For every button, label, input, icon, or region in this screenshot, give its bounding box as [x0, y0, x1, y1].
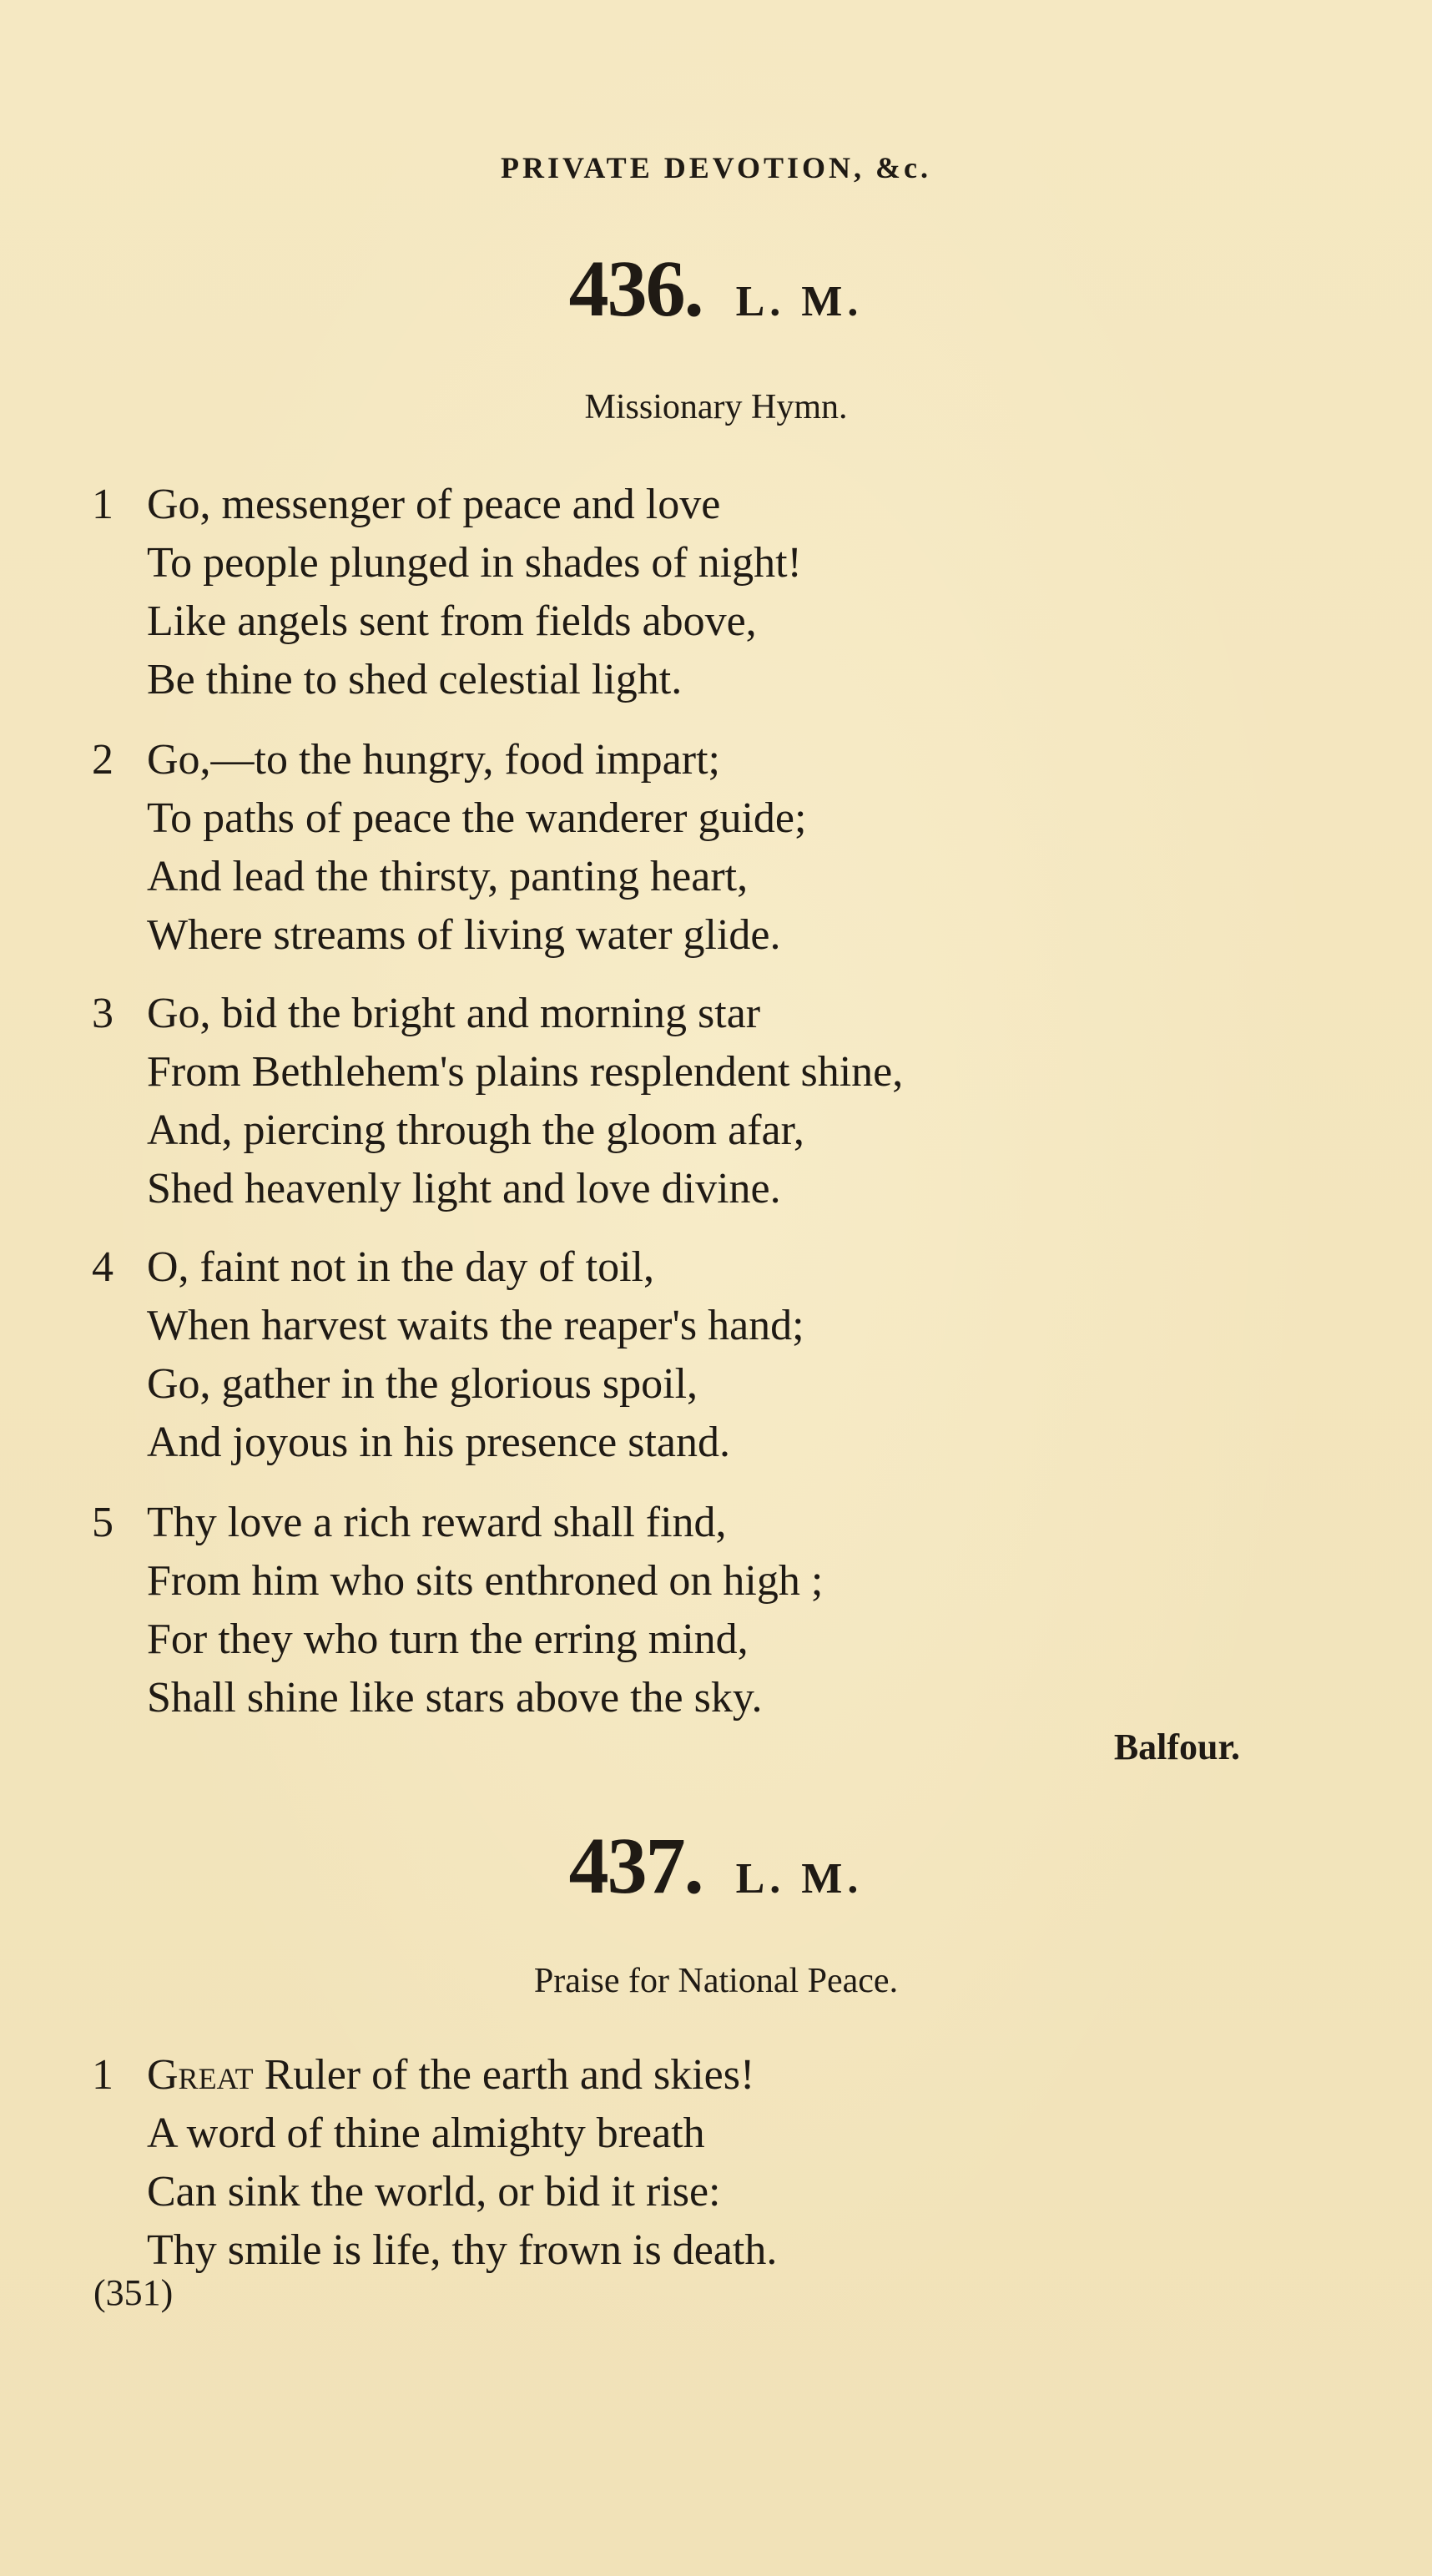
verse-line: [92, 1043, 1177, 1101]
line-text: To paths of peace the wanderer guide;: [147, 794, 807, 842]
verse-line: [92, 592, 1177, 651]
stanza-1: [92, 476, 1177, 709]
line-text: Thy smile is life, thy frown is death.: [147, 2226, 778, 2274]
verse-line: [92, 2046, 1177, 2105]
line-text: Go, bid the bright and morning star: [147, 990, 761, 1037]
running-head: PRIVATE DEVOTION, &c.: [501, 151, 931, 184]
line-text: Go, messenger of peace and love: [147, 481, 721, 528]
line-text: Be thine to shed celestial light.: [147, 656, 683, 703]
verse-number: 1: [92, 2051, 113, 2099]
verse-line: [92, 476, 1177, 534]
line-text: And, piercing through the gloom afar,: [147, 1107, 804, 1154]
hymn-meter: L. M.: [735, 278, 864, 325]
verse-line: [92, 1494, 1177, 1552]
line-text: Where streams of living water glide.: [147, 911, 781, 959]
line-text: Ruler of the earth and skies!: [253, 2051, 755, 2099]
verse-line: [92, 2163, 1177, 2221]
stanza-5: [92, 1494, 1177, 1727]
verse-number: 1: [92, 481, 113, 528]
verse-line: [92, 1552, 1177, 1611]
stanza-2: [92, 731, 1177, 965]
line-text: When harvest waits the reaper's hand;: [147, 1302, 804, 1349]
verse-line: [92, 1101, 1177, 1160]
author-attribution: Balfour.: [1113, 1727, 1240, 1767]
verse-line: [92, 1611, 1177, 1669]
line-text: From Bethlehem's plains resplendent shine,: [147, 1048, 904, 1096]
verse-line: [92, 651, 1177, 709]
verse-line: [92, 1669, 1177, 1727]
hymn-title: Missionary Hymn.: [584, 388, 848, 426]
first-word: Great: [147, 2051, 254, 2099]
page-number: (351): [93, 2272, 174, 2313]
line-text: To people plunged in shades of night!: [147, 539, 802, 587]
line-text: Go,—to the hungry, food impart;: [147, 736, 720, 784]
stanza-3: [92, 985, 1177, 1218]
verse-line: [92, 985, 1177, 1043]
line-text: Shed heavenly light and love divine.: [147, 1165, 781, 1212]
line-text: From him who sits enthroned on high ;: [147, 1557, 824, 1605]
verse-line: [92, 534, 1177, 592]
verse-line: [92, 1238, 1177, 1297]
stanza-4: [92, 1238, 1177, 1472]
verse-line: [92, 2221, 1177, 2280]
hymn-number: 436.: [568, 244, 703, 333]
line-text: O, faint not in the day of toil,: [147, 1243, 655, 1291]
hymn-title: Praise for National Peace.: [533, 1962, 899, 2000]
verse-number: 3: [92, 990, 113, 1037]
hymn-437-heading: [0, 1819, 1432, 1912]
verse-line: [92, 848, 1177, 906]
hymn-meter: L. M.: [735, 1855, 864, 1903]
verse-line: [92, 1355, 1177, 1414]
stanza-1: [92, 2046, 1177, 2280]
line-text: Shall shine like stars above the sky.: [147, 1674, 763, 1722]
line-text: Thy love a rich reward shall find,: [147, 1499, 727, 1546]
verse-line: [92, 731, 1177, 789]
line-text: And lead the thirsty, panting heart,: [147, 853, 749, 900]
line-text: Like angels sent from fields above,: [147, 597, 757, 645]
verse-number: 5: [92, 1499, 113, 1546]
verse-number: 2: [92, 736, 113, 784]
verse-line: [92, 906, 1177, 965]
line-text: And joyous in his presence stand.: [147, 1419, 731, 1466]
line-text: A word of thine almighty breath: [147, 2110, 705, 2157]
verse-line: [92, 2105, 1177, 2163]
verse-line: [92, 1414, 1177, 1472]
line-text: Can sink the world, or bid it rise:: [147, 2168, 721, 2216]
hymn-436-heading: [0, 242, 1432, 335]
verse-line: [92, 789, 1177, 848]
line-text: Go, gather in the glorious spoil,: [147, 1360, 698, 1408]
verse-number: 4: [92, 1243, 113, 1291]
hymn-number: 437.: [568, 1821, 703, 1910]
verse-line: [92, 1297, 1177, 1355]
verse-line: [92, 1160, 1177, 1218]
line-text: For they who turn the erring mind,: [147, 1616, 749, 1663]
